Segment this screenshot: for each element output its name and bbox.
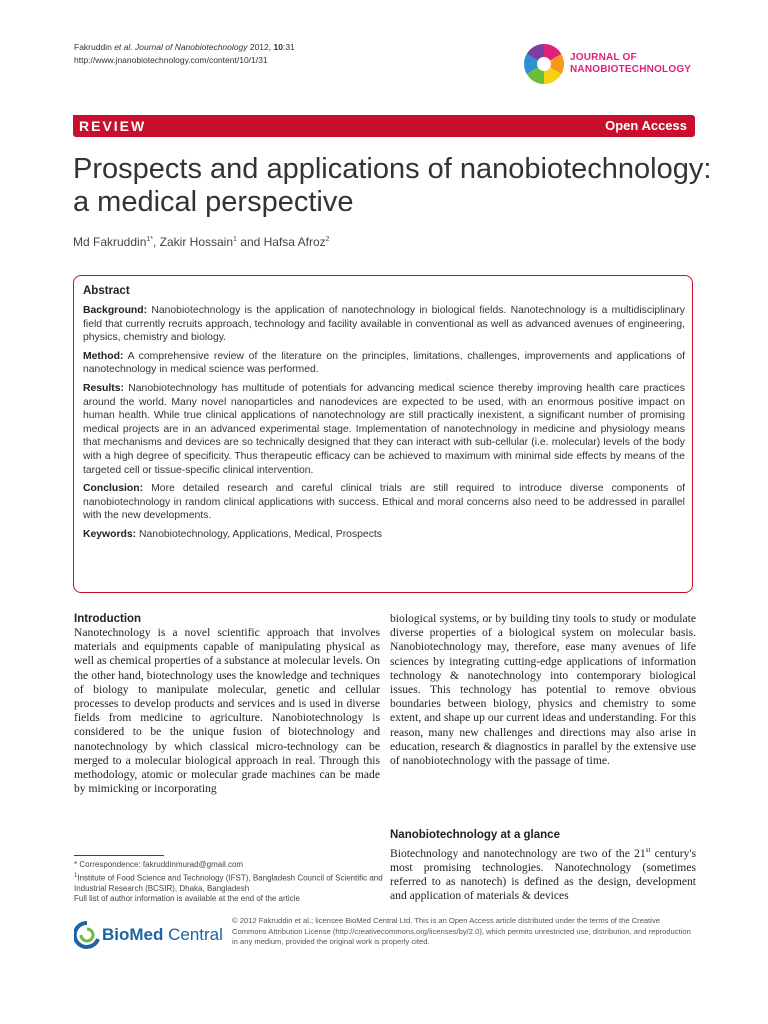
bmc-name-bold: BioMed: [102, 925, 164, 944]
citation-line: [74, 41, 295, 54]
introduction-text: Nanotechnology is a novel scientific approach that involves materials and equipments capable of manipulating physical as well as chemical properties of a substance at molecular levels. On the other hand, biotechnology uses the knowledge and techniques of biology to manipulate molecular, genetic and cellular processes to develop products and services and is used in diverse fields from medicine to agriculture. Nanobiotechnology is considered to be the unique fusion of biotechnology and nanotechnology by which classical micro-technology can be merged to a molecular biological approach in real. Through this methodology, atomic or molecular grade machines can be made by mimicking or incorporating: [74, 626, 380, 796]
abstract-box: [73, 275, 693, 593]
title-line-2: a medical perspective: [73, 186, 354, 218]
results-label: Results:: [83, 382, 124, 394]
conclusion-text: More detailed research and careful clinical trials are still required to introduce diverse components of nanobiotechnology in random clinical applications with success. Ethical and moral concerns also need to be addressed in parallel with the new developments.: [83, 483, 685, 522]
affiliation: [74, 871, 384, 895]
author-1-affil: 1*: [146, 236, 153, 243]
column-two-text: biological systems, or by building tiny tools to study or modulate diverse properties of a biological system on molecular basis. Nanobiotechnology may, therefore, ease many avenues of life sciences by integrating cutting-edge applications of information technology & nanotechnology into contemporary biological issues. This technology has potential to remove obvious boundaries between biology, physics and chemistry to some extent, and shape up our current ideas and understanding. For this reason, many new challenges and directions may also arise in education, research & diagnostics in parallel by the extensive use of nanobiotechnology with the passage of time.: [390, 612, 696, 768]
abstract-results: [83, 382, 685, 477]
citation-journal: Journal of Nanobiotechnology: [135, 42, 248, 52]
abstract-heading: Abstract: [83, 285, 130, 297]
citation-year: 2012,: [249, 42, 272, 52]
author-list: [73, 235, 330, 249]
introduction-heading: Introduction: [74, 613, 142, 625]
glance-heading: Nanobiotechnology at a glance: [390, 829, 560, 841]
author-3-affil: 2: [325, 236, 330, 243]
biomed-central-logo-icon: [74, 921, 100, 951]
journal-logo-line1: JOURNAL OF: [570, 52, 637, 63]
background-label: Background:: [83, 305, 148, 316]
background-text: Nanobiotechnology is the application of nanotechnology in biological fields. Nanotechnology is a multidisciplinary field that currently recruits approach, technology and facility available in conventional as well as advanced avenues of engineering, physics, chemistry and biology.: [83, 305, 685, 344]
article-type: REVIEW: [79, 118, 147, 134]
body-column-right: [390, 612, 696, 768]
article-title: [73, 153, 713, 219]
journal-logo-line2: NANOBIOTECHNOLOGY: [570, 64, 692, 75]
journal-logo: [522, 44, 702, 84]
keywords-label: Keywords:: [83, 528, 137, 540]
article-url[interactable]: http://www.jnanobiotechnology.com/content/10/1/31: [74, 55, 268, 65]
citation-author: Fakruddin: [74, 42, 112, 52]
header-citation: [74, 41, 295, 67]
abstract-conclusion: [83, 482, 685, 523]
article-type-band: [73, 115, 695, 137]
license-text: © 2012 Fakruddin et al.; licensee BioMed Central Ltd. This is an Open Access article distributed under the terms of the Creative Commons Attribution License (http://creativecommons.org/licenses/by/2.0), which permits unrestricted use, distribution, and reproduction in any medium, provided the original work is properly cited.: [232, 916, 691, 946]
open-access-label: Open Access: [605, 118, 687, 133]
glance-text: [390, 843, 696, 904]
full-author-info: Full list of author information is available at the end of the article: [74, 894, 300, 904]
journal-logo-text: [570, 52, 691, 76]
footnote-divider: [74, 855, 164, 856]
glance-text-b: century's most promising technologies. Nanotechnology (sometimes referred to as nanotech) is defined as the design, development and application of materials & devices: [390, 846, 696, 903]
correspondence[interactable]: * Correspondence: fakruddinmurad@gmail.com: [74, 860, 244, 869]
author-sep-1: , Zakir Hossain: [153, 235, 234, 249]
author-sep-2: and Hafsa Afroz: [236, 235, 326, 249]
citation-volume: 10: [273, 42, 283, 52]
conclusion-label: Conclusion:: [83, 483, 144, 495]
citation-etal: et al.: [114, 42, 133, 52]
affiliation-sup: 1: [74, 872, 78, 879]
affiliation-text: Institute of Food Science and Technology (IFST), Bangladesh Council of Scientific and Industrial Research (BCSIR), Dhaka, Bangladesh: [74, 873, 383, 893]
bmc-name-rest: Central: [163, 925, 223, 944]
keywords-text: Nanobiotechnology, Applications, Medical, Prospects: [136, 528, 382, 540]
method-text: A comprehensive review of the literature on the principles, limitations, challenges, improvements and applications of nanotechnology in medical science was performed.: [83, 350, 685, 376]
journal-logo-icon: [522, 42, 566, 86]
abstract-method: [83, 350, 685, 377]
author-2-affil: 1: [233, 236, 237, 243]
title-line-1: Prospects and applications of nanobiotechnology:: [73, 153, 712, 185]
author-1: Md Fakruddin: [73, 235, 147, 249]
biomed-central-logo: [74, 920, 224, 952]
body-column-left: [74, 612, 380, 796]
abstract-background: [83, 304, 685, 345]
glance-text-a: Biotechnology and nanotechnology are two of the 21: [390, 846, 646, 860]
abstract-keywords: [83, 528, 685, 542]
results-text: Nanobiotechnology has multitude of potentials for advancing medical science thereby improving health care practices around the world. Many novel nanoparticles and nanodevices are expected to be used, with an enormous positive impact on human health. While true clinical applications of nanotechnology are still practically inexistent, a significant number of promising medical projects are in an advanced experimental stage. Implementation of nanotechnology in medicine and physiology means that mechanisms and devices are so technically designed that they can interact with sub-cellular (i.e. molecular) levels of the body with a high degree of specificity. Thus therapeutic efficacy can be achieved to maximum with minimal side effects by means of the targeted cell or tissue-specific clinical intervention.: [83, 382, 685, 476]
glance-sup: st: [645, 846, 651, 854]
citation-article: :31: [282, 42, 295, 52]
biomed-central-wordmark: [102, 925, 223, 945]
footnotes: [74, 860, 384, 905]
method-label: Method:: [83, 350, 124, 362]
